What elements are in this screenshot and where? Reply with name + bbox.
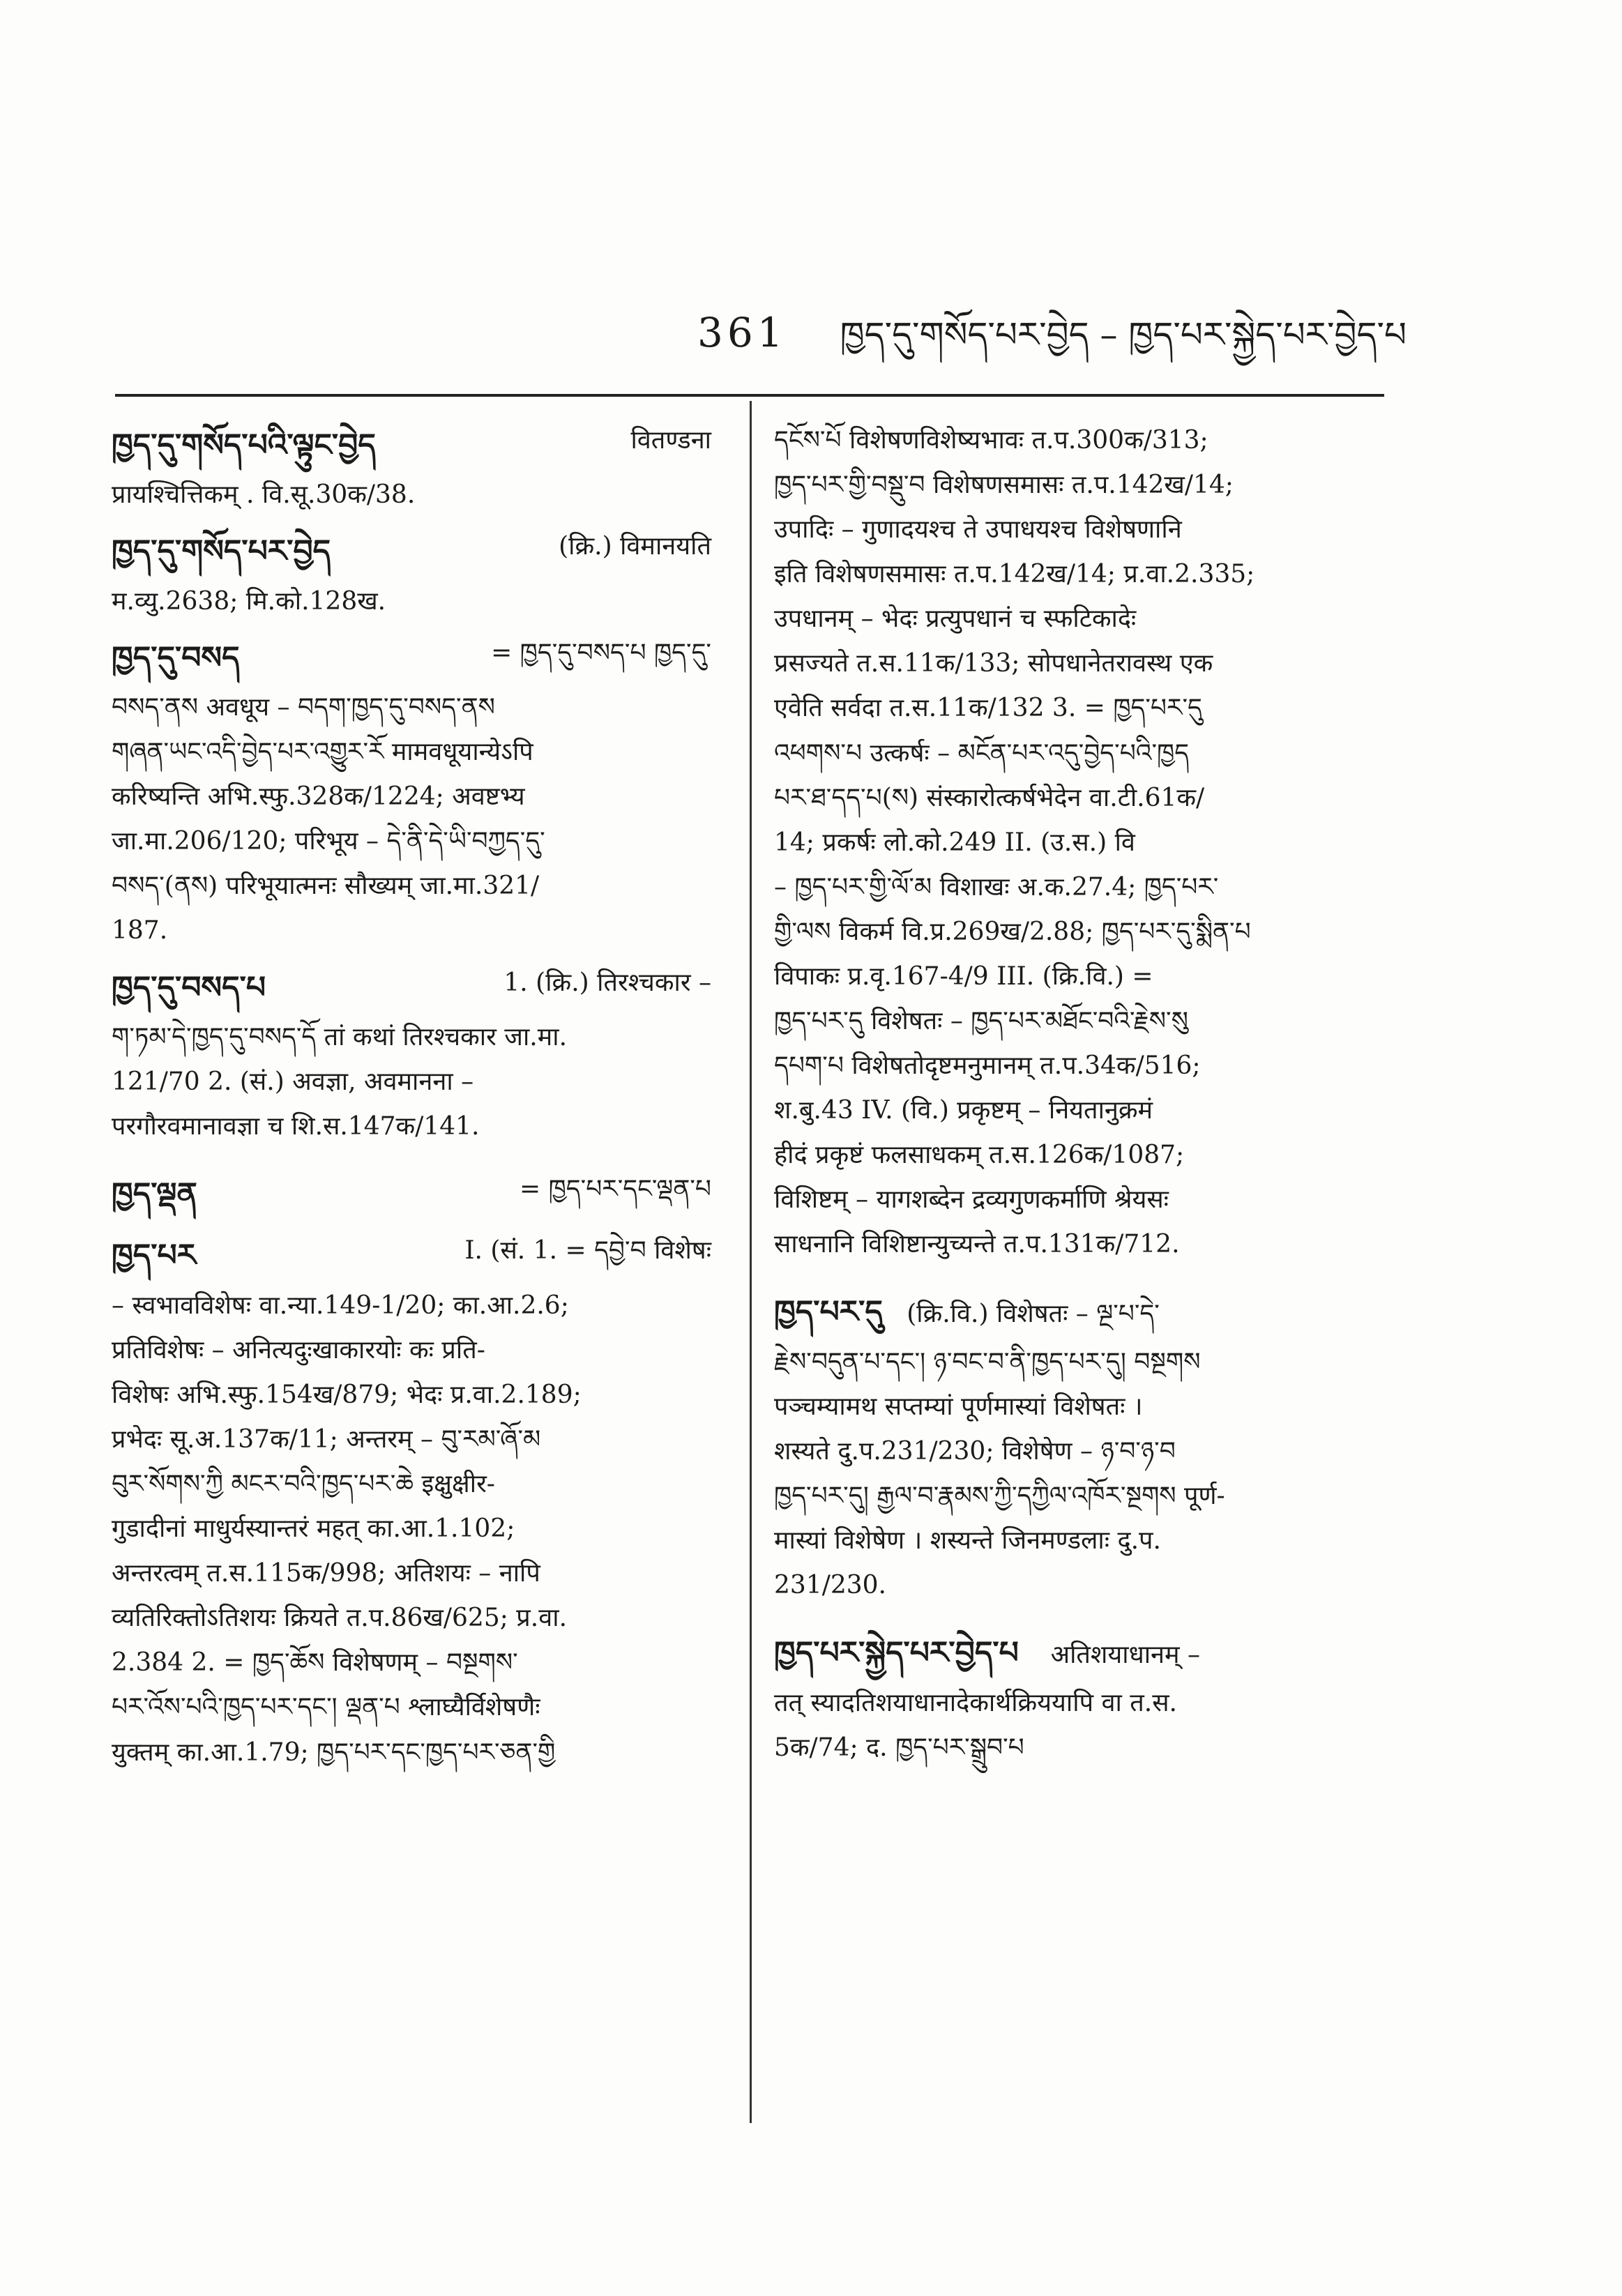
entry-line: 5क/74; द. ཁྱད་པར་སྒྲུབ་པ <box>774 1733 1024 1762</box>
entry-line: एवेति सर्वदा त.स.11क/132 3. = ཁྱད་པར་དུ <box>774 694 1202 723</box>
entry-line: साधनानि विशिष्टान्युच्यन्ते त.प.131क/712. <box>774 1230 1180 1259</box>
entry-line: म.व्यु.2638; मि.को.128ख. <box>112 586 386 616</box>
entry-line: ག་ཏམ་དེ་ཁྱད་དུ་བསད་དོ तां कथां तिरश्चकार जा.मा. <box>112 1022 568 1051</box>
entry-line: श.बु.43 IV. (वि.) प्रकृष्टम् – नियतानुक्रमं <box>774 1096 1153 1125</box>
entry-line: प्रतिविशेषः – अनित्यदुःखाकारयोः कः प्रति- <box>112 1335 485 1364</box>
entry-line: विशेषः अभि.स्फु.154ख/879; भेदः प्र.वा.2.189; <box>112 1380 582 1409</box>
entry-line: तत् स्यादतिशयाधानादेकार्थक्रिययापि वा त.स. <box>774 1688 1177 1717</box>
entry-line: པར་འོས་པའི་ཁྱད་པར་དང་། ལྡན་པ श्लाघ्यैर्विशेषणैः <box>112 1693 540 1722</box>
entry-line: उपधानम् – भेदः प्रत्युपधानं च स्फटिकादेः <box>774 605 1137 634</box>
entry-line: युक्तम् का.आ.1.79; ཁྱད་པར་དང་ཁྱད་པར་ཅན་གྱི <box>112 1738 556 1767</box>
entry-line: परगौरवमानावज्ञा च शि.स.147क/141. <box>112 1112 480 1141</box>
entry-line: 14; प्रकर्षः लो.को.249 II. (उ.स.) वि <box>774 828 1135 857</box>
dictionary-entry <box>112 631 711 954</box>
entry-line: प्रभेदः सू.अ.137क/11; अन्तरम् – བུ་རམ་ཞོ་མ <box>112 1424 541 1454</box>
entry-line: जा.मा.206/120; परिभूय – དེ་ནི་དེ་ཡི་བཀྱད་དུ་ <box>112 827 545 856</box>
entry-line: गुडादीनां माधुर्यस्यान्तरं महत् का.आ.1.102; <box>112 1514 515 1544</box>
right-column <box>774 418 1367 1777</box>
entry-line: पञ्चम्यामथ सप्तम्यां पूर्णमास्यां विशेषतः । <box>774 1392 1143 1421</box>
entry-line: शस्यते दु.प.231/230; विशेषेण – ཉ་བ་ཉ་བ <box>774 1436 1176 1466</box>
entry-line: བུར་སོགས་ཀྱི མངར་བའི་ཁྱད་པར་ཆེ इक्षुक्षीर- <box>112 1470 495 1499</box>
running-title: ཁྱད་དུ་གསོད་པར་བྱེད – ཁྱད་པར་སྐྱེད་པར་བྱེད་པ <box>840 314 1407 355</box>
entry-line: པར་ཐ་དད་པ(ས) संस्कारोत्कर्षभेदेन वा.टी.61क/ <box>774 783 1205 812</box>
entry-headword: ཁྱད་དུ་གསོད་པར་བྱེད <box>112 533 331 570</box>
entry-line: ཁྱད་པར་དུ विशेषतः – ཁྱད་པར་མཐོང་བའི་རྗེས་སུ <box>774 1007 1188 1036</box>
entry-gloss: = ཁྱད་དུ་བསད་པ ཁྱད་དུ་ <box>491 638 711 667</box>
entry-line: 2.384 2. = ཁྱད་ཆོས विशेषणम् – བསྔགས་ <box>112 1648 518 1678</box>
entry-line: – स्वभावविशेषः वा.न्या.149-1/20; का.आ.2.6; <box>112 1291 569 1320</box>
entry-line: इति विशेषणसमासः त.प.142ख/14; प्र.वा.2.335; <box>774 560 1255 589</box>
dictionary-entry <box>112 1229 711 1774</box>
entry-line: རྗེས་བདུན་པ་དང་། ཉ་བང་བ་ནི་ཁྱད་པར་དུ། བསྔགས <box>774 1347 1201 1376</box>
entry-line: प्रसज्यते त.स.11क/133; सोपधानेतरावस्थ एक <box>774 649 1213 678</box>
dictionary-entry <box>112 961 711 1150</box>
dictionary-entry <box>774 1285 1367 1608</box>
entry-line: – ཁྱད་པར་གྱི་ལོ་མ विशाखः अ.क.27.4; ཁྱད་པར་ <box>774 872 1219 902</box>
entry-line: གཞན་ཡང་འདི་བྱེད་པར་འགྱུར་རོ मामवधूयान्येऽपि <box>112 738 533 767</box>
entry-headword: ཁྱད་དུ་བསད <box>112 639 240 676</box>
entry-headword: ཁྱད་པར་དུ <box>774 1294 883 1330</box>
entry-line: 121/70 2. (सं.) अवज्ञा, अवमानना – <box>112 1067 474 1096</box>
dictionary-entry <box>112 524 711 623</box>
entry-line: དཔག་པ विशेषतोदृष्टमनुमानम् त.प.34क/516; <box>774 1051 1201 1081</box>
entry-line: विपाकः प्र.वृ.167-4/9 III. (क्रि.वि.) = <box>774 961 1153 991</box>
dictionary-entry <box>774 1626 1367 1770</box>
entry-line: विशिष्टम् – यागशब्देन द्रव्यगुणकर्माणि श्रेयसः <box>774 1185 1169 1215</box>
entry-headword: ཁྱད་ལྡན <box>112 1176 197 1212</box>
header-rule <box>115 394 1384 397</box>
entry-line: मास्यां विशेषेण । शस्यन्ते जिनमण्डलाः दु.प. <box>774 1526 1161 1556</box>
entry-line: 231/230. <box>774 1571 886 1600</box>
entry-line: अन्तरत्वम् त.स.115क/998; अतिशयः – नापि <box>112 1559 540 1588</box>
entry-headword: ཁྱད་དུ་བསད་པ <box>112 969 266 1005</box>
entry-gloss: वितण्डना <box>630 426 711 455</box>
entry-line: प्रायश्चित्तिकम् . वि.सू.30क/38. <box>112 480 416 510</box>
entry-headword: ཁྱད་དུ་གསོད་པའི་ལྟུང་བྱེད <box>112 427 376 463</box>
entry-headword: ཁྱད་པར་སྐྱེད་པར་བྱེད་པ <box>774 1635 1019 1671</box>
entry-gloss: अतिशयाधानम् – <box>1050 1641 1201 1670</box>
entry-gloss: (क्रि.) विमानयति <box>559 532 711 561</box>
left-column <box>112 418 711 1782</box>
entry-headword: ཁྱད་པར <box>112 1238 197 1274</box>
dictionary-entry <box>112 418 711 517</box>
entry-line: ཁྱད་པར་གྱི་བསྡུ་བ विशेषणसमासः त.प.142ख/14; <box>774 471 1234 500</box>
entry-line: ཁྱད་པར་དུ། རྒྱལ་བ་རྣམས་ཀྱི་དཀྱིལ་འཁོར་སྔགས पूर्ण- <box>774 1482 1225 1511</box>
entry-line: བསད་ནས अवधूय – བདག་ཁྱད་དུ་བསད་ནས <box>112 693 495 722</box>
entry-line: उपादिः – गुणादयश्च ते उपाधयश्च विशेषणानि <box>774 515 1182 545</box>
entry-gloss: I. (सं. 1. = དབྱེ་བ विशेषः <box>464 1236 711 1265</box>
entry-line: འཕགས་པ उत्कर्षः – མངོན་པར་འདུ་བྱེད་པའི་ཁྱད <box>774 738 1190 768</box>
entry-line: हीदं प्रकृष्टं फलसाधकम् त.स.126क/1087; <box>774 1141 1185 1170</box>
entry-line: व्यतिरिक्तोऽतिशयः क्रियते त.प.86ख/625; प्र.वा. <box>112 1604 568 1633</box>
entry-line: 187. <box>112 916 168 945</box>
entry-line: करिष्यन्ति अभि.स्फु.328क/1224; अवष्टभ्य <box>112 782 525 812</box>
entry-line: དངོས་པོ विशेषणविशेष्यभावः त.प.300क/313; <box>774 426 1208 455</box>
dictionary-entry-continued <box>774 418 1367 1267</box>
entry-gloss: (क्रि.वि.) विशेषतः – ལྔ་པ་དེ་ <box>907 1300 1160 1329</box>
column-divider <box>750 401 752 2123</box>
dictionary-entry <box>112 1167 711 1222</box>
entry-line: བསད་(ནས) परिभूयात्मनः सौख्यम् जा.मा.321/ <box>112 872 540 901</box>
running-header <box>697 296 1407 394</box>
entry-gloss: 1. (क्रि.) तिरश्चकार – <box>503 968 711 997</box>
entry-line: གྱི་ལས विकर्म वि.प्र.269ख/2.88; ཁྱད་པར་དུ་སྨིན་པ <box>774 917 1251 946</box>
entry-gloss: = ཁྱད་པར་དང་ལྡན་པ <box>520 1175 711 1204</box>
page-number: 361 <box>697 309 787 356</box>
